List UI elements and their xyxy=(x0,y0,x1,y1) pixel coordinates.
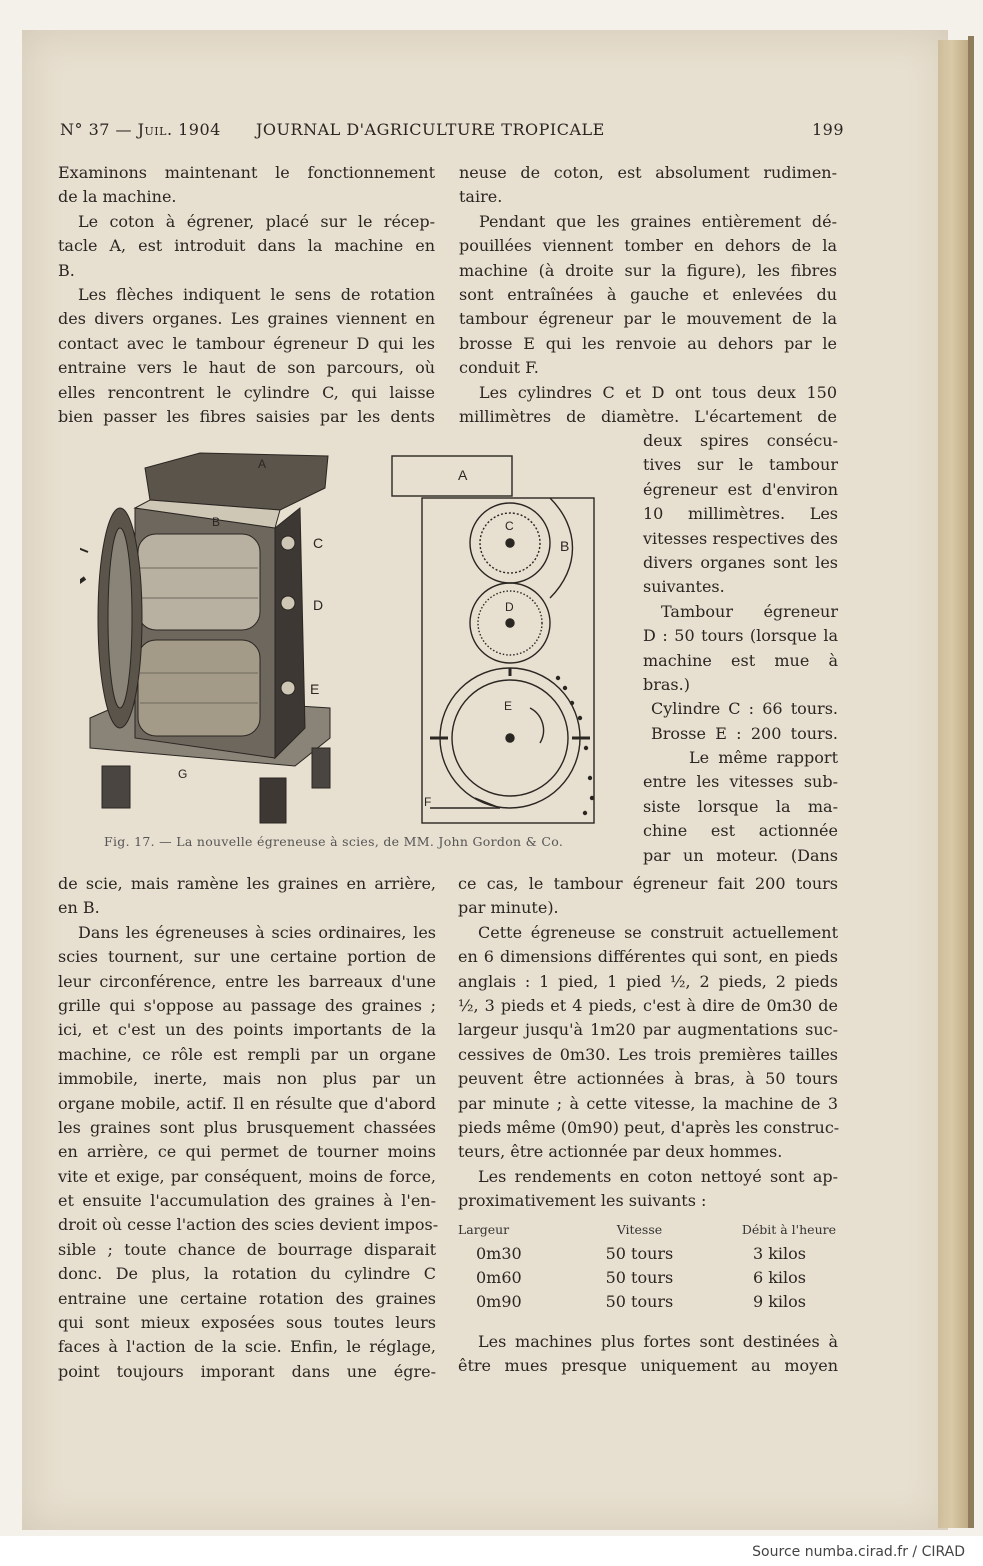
label-b-left: B xyxy=(212,515,221,529)
text-line: divers organes sont les xyxy=(643,552,838,572)
gin-perspective-drawing xyxy=(80,453,330,823)
left-column-bottom xyxy=(58,872,439,1384)
text-line: de la machine. xyxy=(58,187,177,207)
table-row xyxy=(458,1265,836,1289)
text-line: Le coton à égrener, placé sur le récep- xyxy=(78,211,435,231)
text-line: elles rencontrent le cylindre C, qui laisse xyxy=(58,382,435,402)
text-line: bien passer les fibres saisies par les dents xyxy=(58,406,435,426)
text-line: contact avec le tambour égreneur D qui les xyxy=(58,333,435,353)
text-line: machine, ce rôle est rempli par un organe xyxy=(58,1044,436,1064)
book-edge xyxy=(938,40,972,1528)
column-header: Largeur xyxy=(458,1222,510,1237)
text-line: neuse de coton, est absolument rudimen- xyxy=(459,163,837,182)
text-line: anglais : 1 pied, 1 pied ½, 2 pieds, 2 pieds xyxy=(458,971,838,991)
text-line: les graines sont plus brusquement chassées xyxy=(58,1117,436,1137)
text-line: Les flèches indiquent le sens de rotation xyxy=(78,284,435,304)
label-d-section: D xyxy=(505,600,514,614)
text-line: 10 millimètres. Les xyxy=(643,504,838,524)
running-header xyxy=(60,120,845,142)
text-line: vite et exige, par conséquent, moins de force, xyxy=(58,1166,436,1186)
text-line: faces à l'action de la scie. Enfin, le réglage, xyxy=(58,1337,436,1357)
text-line: droit où cesse l'action des scies devient impos- xyxy=(58,1215,439,1235)
text-line: entraine vers le haut de son parcours, où xyxy=(58,358,435,378)
page-number: 199 xyxy=(812,120,845,139)
label-f-section: F xyxy=(424,795,432,809)
right-column-end xyxy=(458,1330,838,1379)
table-cell: 3 kilos xyxy=(752,1243,806,1263)
text-line: D : 50 tours (lorsque la xyxy=(643,626,838,646)
text-line: en B. xyxy=(58,898,100,918)
label-a-section: A xyxy=(458,467,468,483)
label-e-section: E xyxy=(504,699,513,713)
text-line: Dans les égreneuses à scies ordinaires, les xyxy=(78,922,436,942)
text-line: égreneur est d'environ xyxy=(643,479,838,499)
gin-section-diagram xyxy=(392,456,594,823)
text-line: Examinons maintenant le fonctionnement xyxy=(58,163,435,182)
text-line: entraine une certaine rotation des graines xyxy=(58,1288,436,1308)
text-line: conduit F. xyxy=(459,358,539,378)
text-line: et ensuite l'accumulation des graines à l'en- xyxy=(58,1191,436,1211)
text-line: donc. De plus, la rotation du cylindre C xyxy=(58,1264,436,1284)
text-line: brosse E qui les renvoie au dehors par le xyxy=(459,333,837,353)
text-line: Brosse E : 200 tours. xyxy=(651,723,838,743)
text-line: siste lorsque la ma- xyxy=(643,796,838,816)
left-column-top xyxy=(58,161,435,429)
text-line: Pendant que les graines entièrement dé- xyxy=(479,211,837,231)
column-header: Vitesse xyxy=(616,1222,663,1237)
text-line: qui sont mieux exposées sous toutes leurs xyxy=(58,1313,436,1333)
table-cell: 0m30 xyxy=(476,1243,522,1263)
text-line: en 6 dimensions différentes qui sont, en pieds xyxy=(458,947,838,967)
text-line: suivantes. xyxy=(643,577,725,597)
table-cell: 50 tours xyxy=(605,1291,674,1311)
text-line: teurs, être actionnée par deux hommes. xyxy=(458,1142,783,1162)
text-line: cessives de 0m30. Les trois premières tailles xyxy=(458,1044,838,1064)
text-line: tives sur le tambour xyxy=(643,455,838,475)
text-line: par minute ; à cette vitesse, la machine de 3 xyxy=(458,1093,838,1113)
text-line: ce cas, le tambour égreneur fait 200 tours xyxy=(458,874,838,893)
text-line: taire. xyxy=(459,187,503,207)
table-row xyxy=(458,1241,836,1265)
text-line: machine (à droite sur la figure), les fibres xyxy=(459,260,837,280)
text-line: sont entraînées à gauche et enlevées du xyxy=(459,284,837,304)
text-line: point toujours imporant dans une égre- xyxy=(58,1361,436,1381)
table-cell: 6 kilos xyxy=(752,1267,806,1287)
label-c-section: C xyxy=(505,519,514,533)
right-column-bottom xyxy=(458,872,838,1213)
text-line: des divers organes. Les graines viennent en xyxy=(58,309,435,329)
text-line: entre les vitesses sub- xyxy=(643,772,838,792)
journal-title: JOURNAL D'AGRICULTURE TROPICALE xyxy=(256,120,605,139)
table-header-row xyxy=(458,1222,836,1241)
text-line: chine est actionnée xyxy=(643,821,838,841)
text-line: immobile, inerte, mais non plus par un xyxy=(58,1069,436,1089)
text-line: bras.) xyxy=(643,674,690,694)
text-line: tacle A, est introduit dans la machine en xyxy=(58,236,435,256)
right-column-top xyxy=(459,161,837,429)
text-line: de scie, mais ramène les graines en arrière, xyxy=(58,874,436,893)
text-line: Les machines plus fortes sont destinées à xyxy=(478,1332,838,1351)
label-b-section: B xyxy=(560,538,570,554)
text-line: largeur jusqu'à 1m20 par augmentations suc- xyxy=(458,1020,838,1040)
label-d-left: D xyxy=(313,597,324,613)
source-credit: Source numba.cirad.fr / CIRAD xyxy=(752,1544,965,1560)
text-line: ici, et c'est un des points importants de la xyxy=(58,1020,436,1040)
text-line: par minute). xyxy=(458,898,559,918)
column-header: Débit à l'heure xyxy=(741,1222,836,1237)
text-line: leur circonférence, entre les barreaux d'une xyxy=(58,971,436,991)
text-line: scies tournent, sur une certaine portion de xyxy=(58,947,436,967)
text-line: Les cylindres C et D ont tous deux 150 xyxy=(479,382,837,402)
text-line: proximativement les suivants : xyxy=(458,1191,707,1211)
table-cell: 0m60 xyxy=(476,1267,522,1287)
table-row xyxy=(458,1289,836,1313)
text-line: B. xyxy=(58,260,75,280)
text-line: en arrière, ce qui permet de tourner moins xyxy=(58,1142,436,1162)
text-line: peuvent être actionnées à bras, à 50 tours xyxy=(458,1069,838,1089)
text-line: vitesses respectives des xyxy=(643,528,838,548)
text-line: ½, 3 pieds et 4 pieds, c'est à dire de 0m30 de xyxy=(458,995,838,1015)
right-column-narrow xyxy=(643,429,838,868)
label-g-left: G xyxy=(178,767,188,781)
text-line: Cette égreneuse se construit actuellement xyxy=(478,922,838,942)
table-cell: 9 kilos xyxy=(752,1291,806,1311)
text-line: sible ; toute chance de bourrage disparait xyxy=(58,1239,436,1259)
label-e-left: E xyxy=(310,681,320,697)
text-line: grille qui s'oppose au passage des graines ; xyxy=(58,995,436,1015)
text-line: millimètres de diamètre. L'écartement de xyxy=(459,406,837,426)
text-line: Cylindre C : 66 tours. xyxy=(651,699,838,719)
text-line: machine est mue à xyxy=(643,650,838,670)
text-line: pieds même (0m90) peut, d'après les construc- xyxy=(458,1117,840,1137)
label-a-left: A xyxy=(258,457,267,471)
label-c-left: C xyxy=(313,535,324,551)
text-line: Les rendements en coton nettoyé sont ap- xyxy=(478,1166,838,1186)
table-cell: 0m90 xyxy=(476,1291,522,1311)
text-line: être mues presque uniquement au moyen xyxy=(458,1356,838,1376)
text-line: tambour égreneur par le mouvement de la xyxy=(459,309,837,329)
issue-info: N° 37 — Juil. 1904 xyxy=(60,120,221,139)
table-cell: 50 tours xyxy=(605,1243,674,1263)
text-line: organe mobile, actif. Il en résulte que d'abord xyxy=(58,1093,436,1113)
gin-figure xyxy=(80,448,630,833)
table-cell: 50 tours xyxy=(605,1267,674,1287)
book-edge-shadow xyxy=(968,36,974,1528)
text-line: par un moteur. (Dans xyxy=(643,845,838,865)
text-line: pouillées viennent tomber en dehors de la xyxy=(459,236,837,256)
text-line: Le même rapport xyxy=(689,748,838,768)
text-line: deux spires consécu- xyxy=(643,431,838,450)
text-line: Tambour égreneur xyxy=(661,601,838,621)
yield-table xyxy=(458,1222,836,1313)
figure-caption: Fig. 17. — La nouvelle égreneuse à scies, de MM. John Gordon & Co. xyxy=(104,834,564,849)
